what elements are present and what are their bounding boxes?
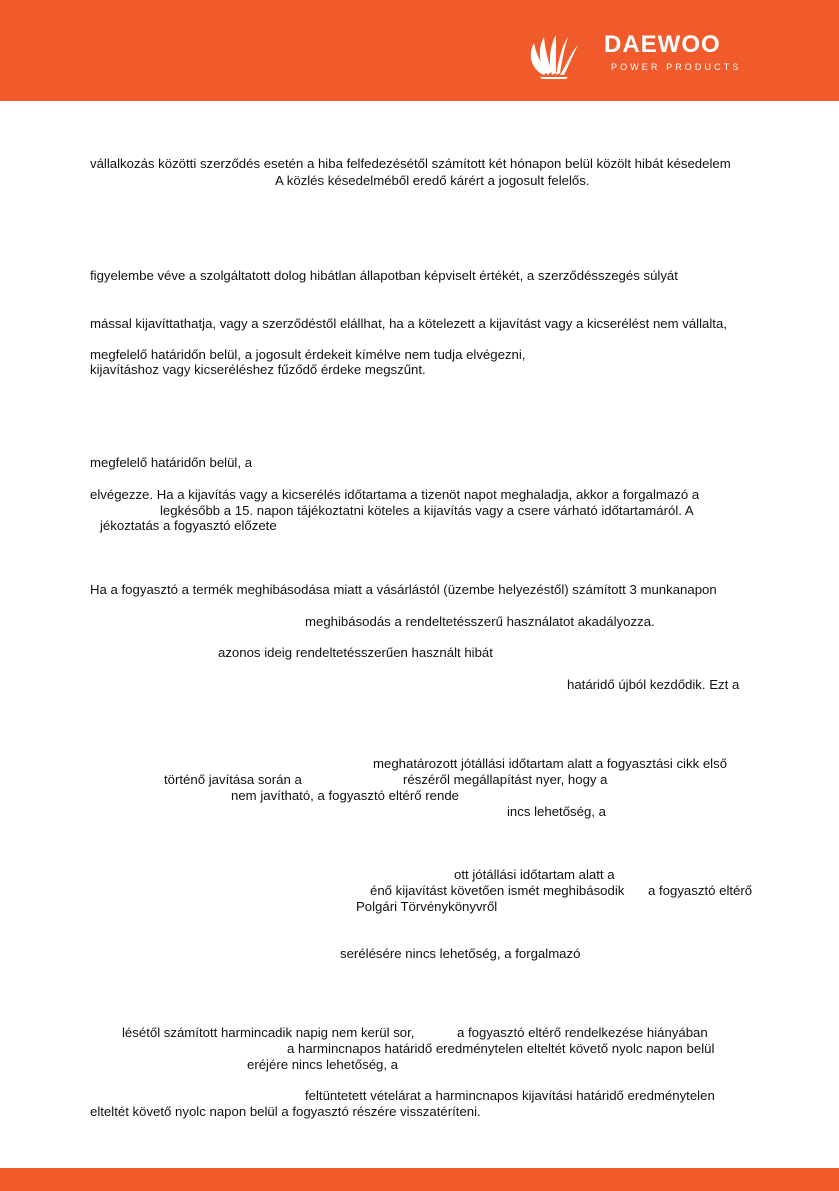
brand-name: DAEWOO	[604, 31, 721, 58]
text-line: eréjére nincs lehetőség, a	[247, 1057, 399, 1072]
header-bar	[0, 0, 839, 101]
footer-bar	[0, 1168, 839, 1191]
text-line: mással kijavíttathatja, vagy a szerződéstől elállhat, ha a kötelezett a kijavítást vagy a kicserélést nem vállalta,	[90, 316, 727, 331]
text-line: meghatározott jótállási időtartam alatt a fogyasztási cikk első	[373, 756, 728, 771]
text-line: vállalkozás közötti szerződés esetén a hiba felfedezésétől számított két hónapon belül közölt hibát késedelem	[90, 156, 731, 171]
text-line: részéről megállapítást nyer, hogy a	[403, 772, 608, 787]
text-line: elteltét követő nyolc napon belül a fogyasztó részére visszatéríteni.	[90, 1104, 481, 1119]
text-line: kijavításhoz vagy kicseréléshez fűződő érdeke megszűnt.	[90, 362, 426, 377]
text-line: a fogyasztó eltérő rendelkezése hiányában	[457, 1025, 708, 1040]
text-line: Polgári Törvénykönyvről	[356, 899, 498, 914]
text-line: határidő újból kezdődik. Ezt a	[567, 677, 740, 692]
text-line: ott jótállási időtartam alatt a	[454, 867, 615, 882]
text-line: serélésére nincs lehetőség, a forgalmazó	[340, 946, 581, 961]
text-line: azonos ideig rendeltetésszerűen használt hibát	[218, 645, 493, 660]
text-line: figyelembe véve a szolgáltatott dolog hibátlan állapotban képviselt értékét, a szerződésszegés súlyát	[90, 268, 678, 283]
text-line: megfelelő határidőn belül, a	[90, 455, 253, 470]
text-line: legkésőbb a 15. napon tájékoztatni köteles a kijavítás vagy a csere várható időtartamáról. A	[160, 503, 694, 518]
text-line: Ha a fogyasztó a termék meghibásodása miatt a vásárlástól (üzembe helyezéstől) számított 3 munkanapon	[90, 582, 717, 597]
text-line: a harmincnapos határidő eredménytelen elteltét követő nyolc napon belül	[287, 1041, 715, 1056]
brand-tagline: POWER PRODUCTS	[611, 62, 742, 72]
text-line: a fogyasztó eltérő	[648, 883, 753, 898]
text-line: A közlés késedelméből eredő kárért a jogosult felelős.	[275, 173, 590, 188]
text-line: megfelelő határidőn belül, a jogosult érdekeit kímélve nem tudja elvégezni,	[90, 347, 526, 362]
text-line: incs lehetőség, a	[507, 804, 606, 819]
text-line: meghibásodás a rendeltetésszerű használatot akadályozza.	[305, 614, 655, 629]
text-line: lésétől számított harmincadik napig nem kerül sor,	[122, 1025, 415, 1040]
text-line: nem javítható, a fogyasztó eltérő rende	[231, 788, 459, 803]
text-line: feltüntetett vételárat a harmincnapos kijavítási határidő eredménytelen	[305, 1088, 715, 1103]
text-line: énő kijavítást követően ismét meghibásodik	[370, 883, 625, 898]
text-line: elvégezze. Ha a kijavítás vagy a kicserélés időtartama a tizenöt napot meghaladja, akkor a forgalmazó a	[90, 487, 700, 502]
text-line: jékoztatás a fogyasztó előzete	[100, 518, 277, 533]
text-line: történő javítása során a	[164, 772, 302, 787]
